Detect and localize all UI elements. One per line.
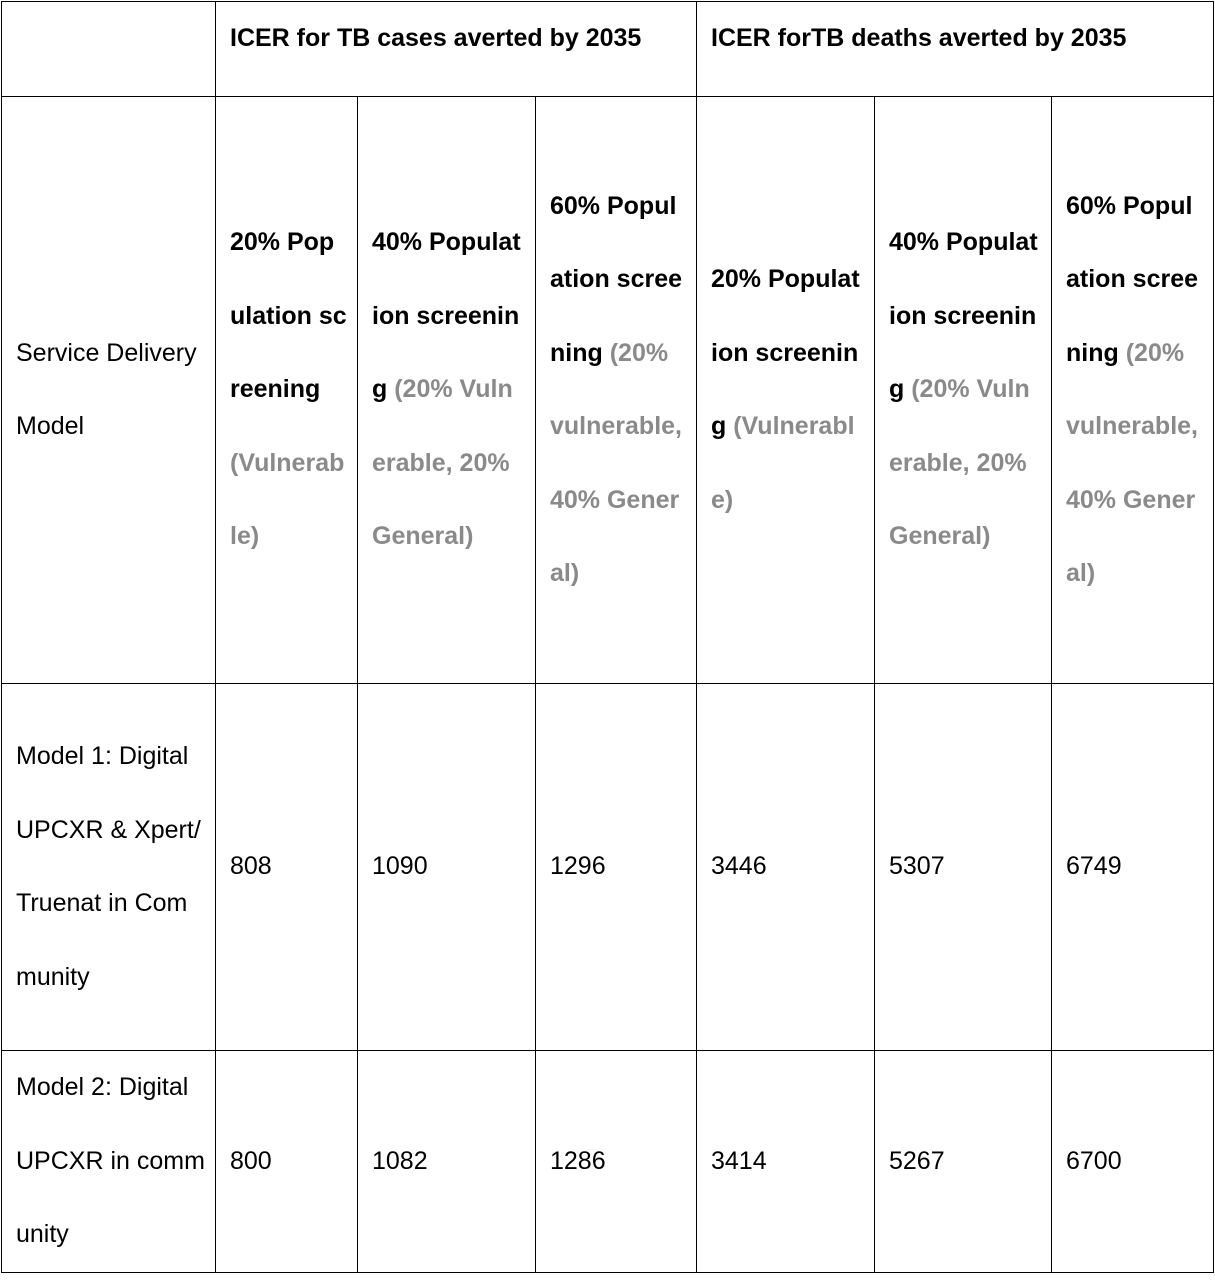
value-cell: 3414 (697, 1051, 875, 1273)
value-cell: 3446 (697, 684, 875, 1051)
sub-header-label: 40% Population screening (889, 228, 1038, 404)
model-name-cell: Model 2: Digital UPCXR in community (2, 1051, 216, 1273)
sub-header-deaths-60 (1052, 97, 1214, 684)
group-header-row (2, 2, 1214, 97)
sub-header-label: 40% Population screening (372, 228, 521, 404)
group-header-deaths: ICER forTB deaths averted by 2035 (697, 2, 1214, 97)
sub-header-deaths-20 (697, 97, 875, 684)
value-cell: 5267 (875, 1051, 1052, 1273)
icer-table (1, 1, 1214, 1273)
sub-header-note: (20% vulnerable, 40% General) (1066, 338, 1198, 587)
table-row (2, 684, 1214, 1051)
row-header-label: Service Delivery Model (2, 97, 216, 684)
sub-header-label: 20% Population screening (230, 228, 347, 404)
sub-header-label: 60% Population screening (1066, 191, 1199, 367)
sub-header-cases-20 (216, 97, 358, 684)
sub-header-note: (Vulnerable) (230, 448, 345, 551)
corner-cell (2, 2, 216, 97)
sub-header-label: 20% Population screening (711, 265, 860, 440)
group-header-cases: ICER for TB cases averted by 2035 (216, 2, 697, 97)
value-cell: 6700 (1052, 1051, 1214, 1273)
sub-header-cases-60 (536, 97, 697, 684)
value-cell: 808 (216, 684, 358, 1051)
sub-header-row (2, 97, 1214, 684)
sub-header-cases-40 (358, 97, 536, 684)
sub-header-note: (20% Vulnerable, 20% General) (889, 375, 1030, 551)
sub-header-note: (Vulnerable) (711, 412, 855, 514)
model-name-cell: Model 1: Digital UPCXR & Xpert/Truenat in Community (2, 684, 216, 1051)
value-cell: 800 (216, 1051, 358, 1273)
sub-header-label: 60% Population screening (550, 191, 683, 367)
sub-header-deaths-40 (875, 97, 1052, 684)
table-row (2, 1051, 1214, 1273)
value-cell: 1296 (536, 684, 697, 1051)
sub-header-note: (20% vulnerable, 40% General) (550, 338, 682, 587)
value-cell: 1090 (358, 684, 536, 1051)
sub-header-note: (20% Vulnerable, 20% General) (372, 375, 513, 551)
value-cell: 6749 (1052, 684, 1214, 1051)
value-cell: 1082 (358, 1051, 536, 1273)
value-cell: 5307 (875, 684, 1052, 1051)
value-cell: 1286 (536, 1051, 697, 1273)
